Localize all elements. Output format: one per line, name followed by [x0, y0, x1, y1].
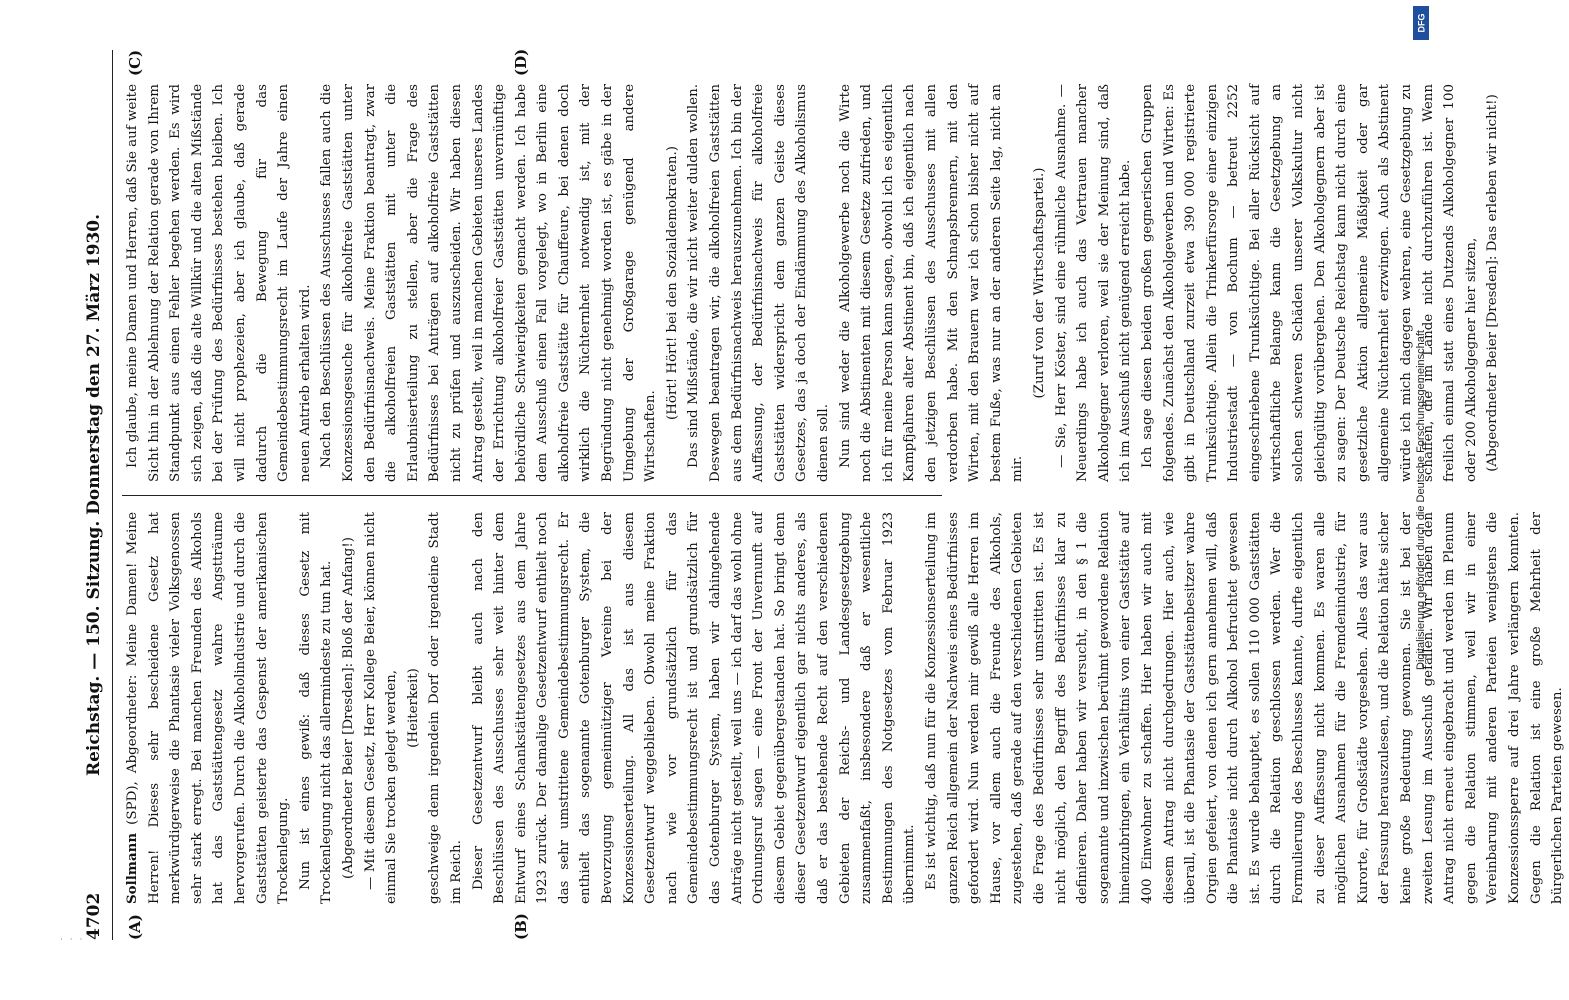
page-title: Reichstag. — 150. Sitzung. Donnerstag den 27. März 1930. — [84, 213, 104, 777]
speech-paragraph: — Sie, Herr Köster, sind eine rühmliche Ausnahme. — Neuerdings habe ich auch das Vertrauen mancher Alkoholgegner verloren, weil sie der Meinung sind, daß ich im Ausschuß nicht genügend erreicht habe. — [1053, 84, 1134, 482]
digitization-credit: Digitalisierung gefördert durch die Deutsche Forschungsgemeinschaft — [1415, 330, 1427, 670]
speech-paragraph: geschweige denn irgendein Dorf oder irgendeine Stadt im Reich. — [427, 512, 464, 904]
speech-paragraph: Dieser Gesetzentwurf bleibt auch nach den Beschlüssen des Ausschusses sehr weit hinter dem Entwurf eines Schankstättengesetzes aus dem Jahre 1923 zurück. Der damalige Gesetzentwurf enthielt noch das sehr umstrittene Gemeindebestimmungsrecht. Er enthielt das sogenannte Gotenburger System, die Bevorzugung gemeinnütziger Vereine bei der Konzessionserteilung. All das ist aus diesem Gesetzentwurf weggeblieben. Obwohl meine Fraktion nach wie vor grundsätzlich für das Gemeindebestimmungsrecht ist und grundsätzlich für das Gotenburger System, haben wir dahingehende Anträge nicht gestellt, weil uns — ich darf das wohl ohne Ordnungsruf sagen — eine Front der Unvernunft auf diesem Gebiet gegenübergestanden hat. So bringt denn dieser Gesetzentwurf eigentlich gar nichts anderes, als daß er das bestehende Recht auf den verschiedenen Gebieten der Reichs- und Landesgesetzgebung zusammenfaßt, insbesondere daß er wesentliche Bestimmungen des Notgesetzes vom Februar 1923 übernimmt. — [470, 512, 918, 904]
dfg-logo: DFG — [1413, 6, 1429, 40]
page-number: 4702 — [84, 892, 104, 940]
speech-paragraph: Nun ist eines gewiß: daß dieses Gesetz mit Trockenlegung nicht das allermindeste zu tun hat. — [297, 512, 335, 904]
header-rule — [112, 50, 113, 940]
interjection: (Abgeordneter Beier [Dresden]: Bloß der Anfang!) — [340, 537, 356, 879]
speech-paragraph: Es ist wichtig, daß nun für die Konzessionserteilung im ganzen Reich allgemein der Nachweis eines Bedürfnisses gefordert wird. Nun werden mir gewiß alle Herren im Hause, vor allem auch die Freunde des Alkohols, zugestehen, daß gerade auf den verschiedenen Gebieten die Frage des Bedürfnisses sehr umstritten ist. Es ist nicht möglich, den Begriff des Bedürfnisses klar zu definieren. Daher haben wir versucht, in den § 1 die sogenannte und inzwischen berühmt gewordene Relation hineinzubringen, ein Verhältnis von einer Gaststätte auf 400 Einwohner zu schaffen. Hier haben wir auch mit diesem Antrag nicht durchgedrungen. Hier auch, wie überall, ist die Phantasie der Gaststättenbesitzer wahre Orgien gefeiert, von denen ich gern annehmen will, daß die Phantasie nicht durch Alkohol befruchtet gewesen ist. Es wurde behauptet, es sollen 110 000 Gaststätten durch die Relation geschlossen werden. Wer die Formulierung des Beschlusses kannte, durfte eigentlich zu dieser Auffassung nicht kommen. Es waren alle möglichen Ausnahmen für die Fremdenindustrie, für Kurorte, für Großstädte vorgesehen. Alles das war aus der Fassung herauszulesen, und die Relation hätte sicher keine große Bedeutung gewonnen. Sie ist bei der zweiten Lesung im Ausschuß gefallen. Wir haben den Antrag nicht erneut eingebracht und werden im Plenum gegen die Relation stimmen, weil wir in einer Vereinbarung mit anderen Parteien wenigstens die Konzessionssperre auf drei Jahre verlängern konnten. Gegen die Relation ist eine große Mehrheit der bürgerlichen Parteien gewesen. — [923, 512, 1566, 904]
left-column — [122, 512, 1566, 904]
speaker-name: Sollmann — [124, 832, 140, 904]
speech-paragraph: Das sind Mißstände, die wir nicht weiter dulden wollen. Deswegen beantragen wir, die alkoholfreien Gaststätten aus dem Bedürfnisnachweis herauszunehmen. Ich bin der Auffassung, der Bedürfnisnachweis für alkoholfreie Gaststätten widerspricht dem ganzen Geiste dieses Gesetzes, das ja doch der Eindämmung des Alkoholismus dienen soll. — [686, 84, 831, 482]
speech-paragraph: Ich sage diesen beiden großen gegnerischen Gruppen folgendes. Zunächst den Alkoholgewerben und Wirten: Es gibt in Deutschland zurzeit etwa 390 000 registrierte Trunksüchtige. Allein die Trinkerfürsorge einer einzigen Industriestadt — von Bochum — betreut 2252 eingeschriebene Trunksüchtige. Bei aller Rücksicht auf wirtschaftliche Belange kann die Gesetzgebung an solchen schweren Schäden unserer Volkskultur nicht gleichgültig vorübergehen. Den Alkoholgegnern aber ist zu sagen: Der Deutsche Reichstag kann nicht durch eine gesetzliche Aktion allgemeine Mäßigkeit oder gar allgemeine Nüchternheit erzwingen. Auch als Abstinent würde ich mich dagegen wehren, eine Gesetzgebung zu schaffen, die im Lande nicht durchzuführen ist. Wenn freilich einmal statt eines Dutzends Alkoholgegner 100 oder 200 Alkoholgegner hier sitzen, — [1139, 84, 1479, 482]
speech-paragraph: Sollmann (SPD), Abgeordneter: Meine Damen! Meine Herren! Dieses sehr bescheidene Gesetz hat merkwürdigerweise die Phantasie vieler Volksgenossen sehr stark erregt. Bei manchen Freunden des Alkohols hat das Gaststättengesetz wahre Angstträume hervorgerufen. Durch die Alkoholindustrie und durch die Gaststätten geisterte das Gespenst der amerikanischen Trockenlegung. — [124, 512, 292, 904]
section-marker-d: (D) — [512, 48, 530, 76]
interjection: (Abgeordneter Beier [Dresden]: Das erleben wir nicht!) — [1485, 94, 1501, 472]
scan-specks: · · · — [60, 935, 85, 945]
right-column — [122, 84, 1501, 482]
section-marker-c: (C) — [126, 49, 144, 76]
speech-paragraph: Nun sind weder die Alkoholgewerbe noch die Wirte noch die Abstinenten mit diesem Gesetze zufrieden, und ich für meine Person kann sagen, obwohl ich es eigentlich Kampfjahren alter Abstinent bin, daß ich eigentlich nach den jetzigen Beschlüssen des Ausschusses mit allen verdorben habe. Mit den Schnapsbrennern, mit den Wirten, mit den Brauern war ich schon bisher nicht auf bestem Fuße, was nur an der anderen Seite lag, nicht an mir. — [837, 84, 1026, 482]
speech-paragraph: Ich glaube, meine Damen und Herren, daß Sie auf weite Sicht hin in der Ablehnung der Relation gerade von Ihrem Standpunkt aus einen Fehler begehen werden. Es wird sich zeigen, daß die alte Willkür und die alten Mißstände bei der Prüfung des Bedürfnisses bestehen bleiben. Ich will nicht prophezeien, aber ich glaube, daß gerade dadurch die Bewegung für das Gemeindebestimmungsrecht im Laufe der Jahre einen neuen Antrieb erhalten wird. — [125, 84, 313, 482]
section-marker-b: (B) — [512, 913, 530, 940]
column-divider — [122, 495, 942, 496]
page-header — [80, 50, 110, 940]
speech-paragraph: — Mit diesem Gesetz, Herr Kollege Beier, können nicht einmal Sie trocken gelegt werden, — [362, 512, 400, 904]
section-marker-a: (A) — [126, 914, 144, 940]
interjection: (Hört! Hört! bei den Sozialdemokraten.) — [664, 146, 680, 420]
interjection: (Zuruf von der Wirtschaftspartei.) — [1031, 167, 1047, 399]
interjection: (Heiterkeit) — [405, 668, 421, 748]
speech-paragraph: Nach den Beschlüssen des Ausschusses fallen auch die Konzessionsgesuche für alkoholfreie Gaststätten unter den Bedürfnisnachweis. Meine Fraktion beantragt, zwar die alkoholfreien Gaststätten mit unter die Erlaubniserteilung zu stellen, aber die Frage des Bedürfnisses bei Anträgen auf alkoholfreie Gaststätten nicht zu prüfen und auszuscheiden. Wir haben diesen Antrag gestellt, weil in manchen Gebieten unseres Landes der Errichtung alkoholfreier Gaststätten unvernünftige behördliche Schwierigkeiten gemacht werden. Ich habe dem Ausschuß einen Fall vorgelegt, wo in Berlin eine alkoholfreie Gaststätte für Chauffeure, bei denen doch wirklich die Nüchternheit notwendig ist, mit der Begründung nicht genehmigt worden ist, es gäbe in der Umgebung der Großgarage genügend andere Wirtschaften. — [319, 84, 659, 482]
